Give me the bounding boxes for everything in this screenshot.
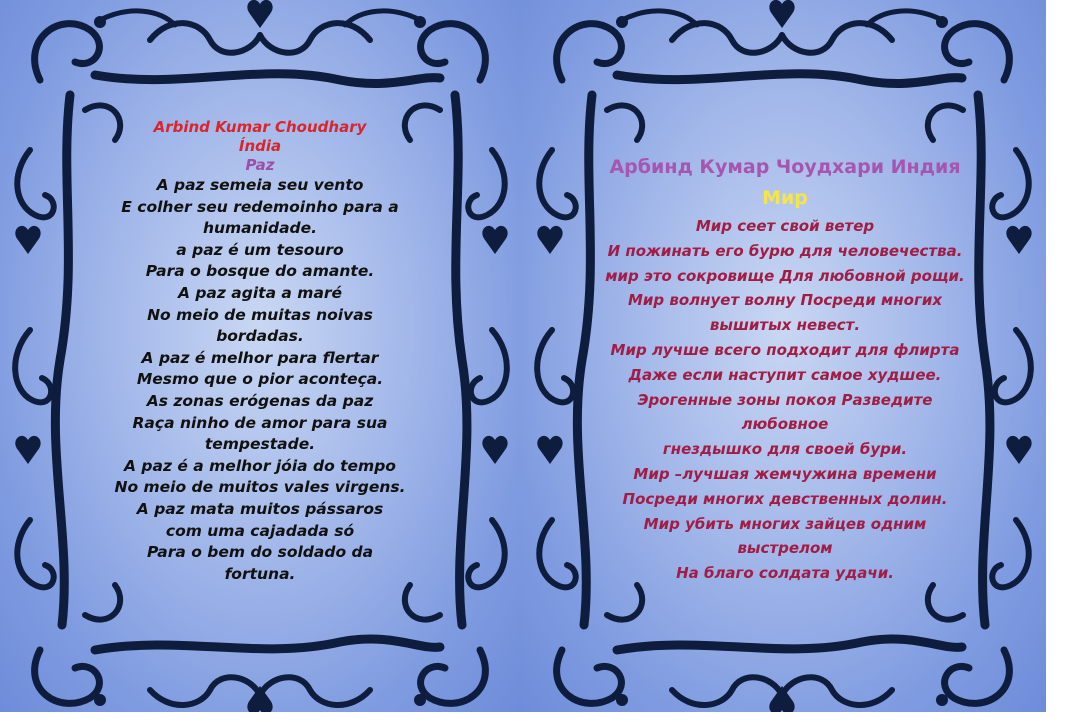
poem-line: Mesmo que o pior aconteça. [136, 370, 384, 389]
poem-line: Мир убить многих зайцев одним [643, 514, 927, 533]
poem-line: Para o bem do soldado da [146, 543, 374, 562]
poem-title: Paz [245, 156, 275, 174]
poem-line: com uma cajadada só [165, 521, 355, 540]
poem-line: Para o bosque do amante. [145, 262, 375, 281]
poem-line: No meio de muitas noivas [147, 305, 373, 324]
author-name: Arbind Kumar Choudhary [153, 118, 367, 136]
poem-line: Посреди многих девственных долин. [622, 489, 948, 508]
poem-line: И пожинать его бурю для человечества. [607, 241, 963, 260]
poem-line: мир это сокровище Для любовной рощи. [605, 266, 965, 285]
left-page [0, 0, 520, 722]
poem-line: Мир сеет свой ветер [695, 217, 875, 235]
poem-portuguese [90, 118, 430, 585]
bottom-margin [0, 712, 1065, 722]
poem-line: humanidade. [202, 219, 318, 238]
author-country: Índia [238, 137, 282, 155]
poem-line: Мир –лучшая жемчужина времени [633, 464, 937, 483]
poem-line: Raça ninho de amor para sua [132, 413, 388, 432]
poem-line: Эрогенные зоны покоя Разведите [637, 390, 933, 409]
poem-line: a paz é um tesouro [176, 240, 344, 259]
poem-line: На благо солдата удачи. [676, 564, 894, 583]
poem-russian [575, 152, 995, 586]
poem-line: A paz mata muitos pássaros [136, 499, 384, 518]
poem-line: tempestade. [204, 435, 316, 454]
poem-line: выстрелом [737, 539, 833, 558]
poem-title: Мир [762, 187, 808, 209]
poem-line: E colher seu redemoinho para a [121, 197, 399, 216]
poem-line: вышитых невест. [709, 316, 861, 335]
poem-line: A paz é melhor para flertar [141, 348, 379, 367]
poem-line: Даже если наступит самое худшее. [628, 365, 942, 384]
poem-line: A paz agita a maré [177, 283, 343, 302]
poem-line: As zonas erógenas da paz [146, 391, 374, 410]
poem-line: bordadas. [216, 327, 304, 346]
right-page [520, 0, 1046, 722]
poem-line: A paz é a melhor jóia do tempo [124, 456, 396, 475]
author-name: Арбинд Кумар Чоудхари Индия [609, 156, 961, 178]
poem-line: любовное [741, 415, 829, 434]
poem-line: A paz semeia seu vento [156, 176, 364, 194]
poem-line: гнездышко для своей бури. [662, 440, 908, 459]
poem-line: Мир лучше всего подходит для флирта [610, 340, 960, 359]
poem-line: fortuna. [224, 564, 296, 583]
poem-line: No meio de muitos vales virgens. [114, 478, 406, 497]
poem-line: Мир волнует волну Посреди многих [627, 291, 943, 310]
